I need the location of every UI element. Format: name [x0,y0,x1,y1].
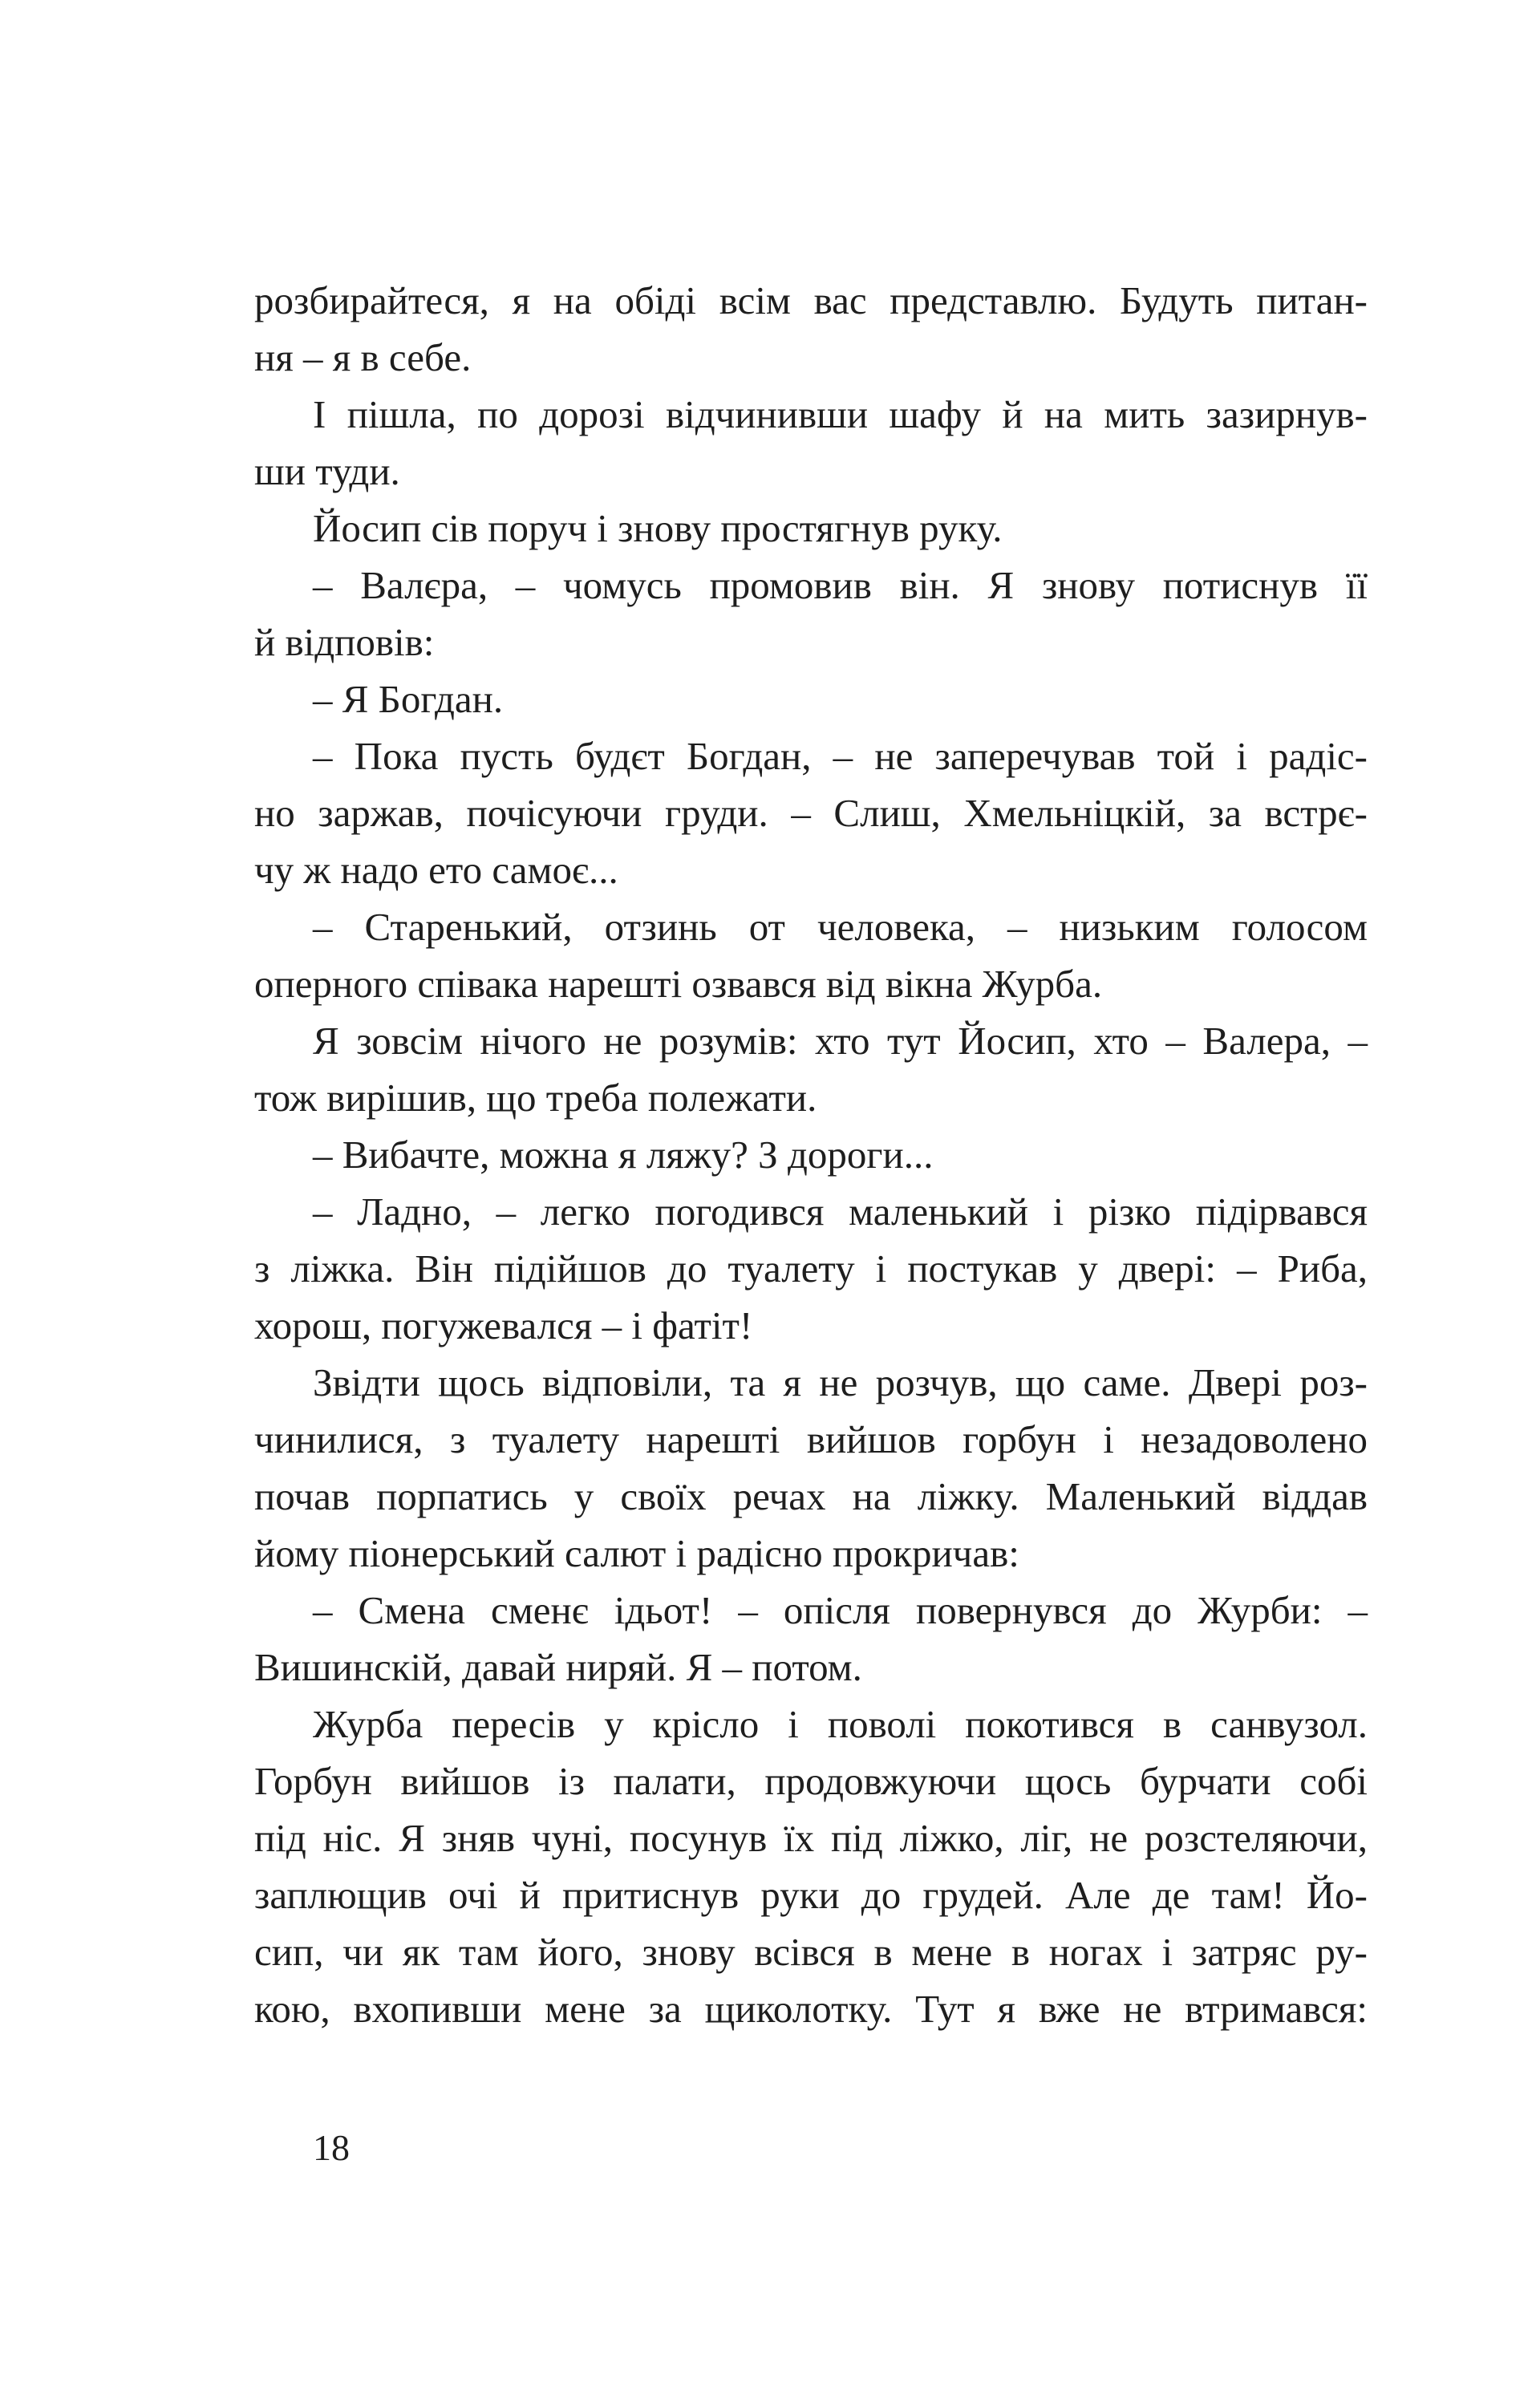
body-text [254,272,1368,2037]
page-number: 18 [313,2127,350,2168]
paragraph [254,1012,1368,1126]
text-line: – Пока пусть будєт Богдан, – не заперечував той і радіс- [313,734,1368,778]
paragraph [254,1183,1368,1354]
text-line: розбирайтеся, я на обіді всім вас представлю. Будуть питан- [254,278,1368,322]
text-line: І пішла, по дорозі відчинивши шафу й на мить зазирнув- [313,392,1368,436]
text-line: чинилися, з туалету нарешті вийшов горбун і незадоволено [254,1417,1368,1461]
paragraph [254,1696,1368,2037]
text-line: – Валєра, – чомусь промовив він. Я знову потиснув її [313,563,1368,607]
text-line: з ліжка. Він підійшов до туалету і постукав у двері: – Риба, [254,1246,1368,1291]
text-line: йому піонерський салют і радісно прокричав: [254,1531,1019,1575]
paragraph [254,1354,1368,1582]
text-line: кою, вхопивши мене за щиколотку. Тут я вже не втримався: [254,1987,1368,2031]
text-line: й відповів: [254,620,435,664]
paragraph [254,386,1368,500]
text-line: Йосип сів поруч і знову простягнув руку. [313,506,1003,550]
text-line: оперного співака нарешті озвався від вікна Журба. [254,962,1103,1006]
paragraph [254,671,1368,727]
text-line: – Старенький, отзинь от человека, – низьким голосом [313,905,1368,949]
text-line: під ніс. Я зняв чуні, посунув їх під ліжко, ліг, не розстеляючи, [254,1816,1368,1860]
text-line: – Смена сменє ідьот! – опісля повернувся до Журби: – [313,1588,1368,1632]
text-line: ши туди. [254,449,400,493]
text-line: чу ж надо ето самоє... [254,848,618,892]
paragraph [254,272,1368,386]
text-line: сип, чи як там його, знову всівся в мене в ногах і затряс ру- [254,1930,1368,1974]
text-line: Звідти щось відповіли, та я не розчув, що саме. Двері роз- [313,1360,1368,1404]
paragraph [254,500,1368,557]
paragraph [254,1582,1368,1696]
text-line: тож вирішив, що треба полежати. [254,1076,817,1120]
text-line: Журба пересів у крісло і поволі покотився в санвузол. [313,1702,1368,1746]
text-line: ня – я в себе. [254,335,472,379]
text-line: Горбун вийшов із палати, продовжуючи щось бурчати собі [254,1759,1368,1803]
text-line: почав порпатись у своїх речах на ліжку. Маленький віддав [254,1474,1368,1518]
text-line: заплющив очі й притиснув руки до грудей. Але де там! Йо- [254,1873,1368,1917]
text-line: – Ладно, – легко погодився маленький і різко підірвався [313,1189,1368,1234]
text-line: – Вибачте, можна я ляжу? З дороги... [313,1133,934,1177]
paragraph [254,557,1368,671]
paragraph [254,1126,1368,1183]
text-line: – Я Богдан. [313,677,504,721]
text-line: Я зовсім нічого не розумів: хто тут Йосип, хто – Валера, – [313,1019,1368,1063]
paragraph [254,727,1368,898]
text-line: но заржав, почісуючи груди. – Слиш, Хмельніцкій, за встрє- [254,791,1368,835]
text-line: Вишинскій, давай ниряй. Я – потом. [254,1645,862,1689]
paragraph [254,898,1368,1012]
text-line: хорош, погужевался – і фатіт! [254,1303,753,1347]
